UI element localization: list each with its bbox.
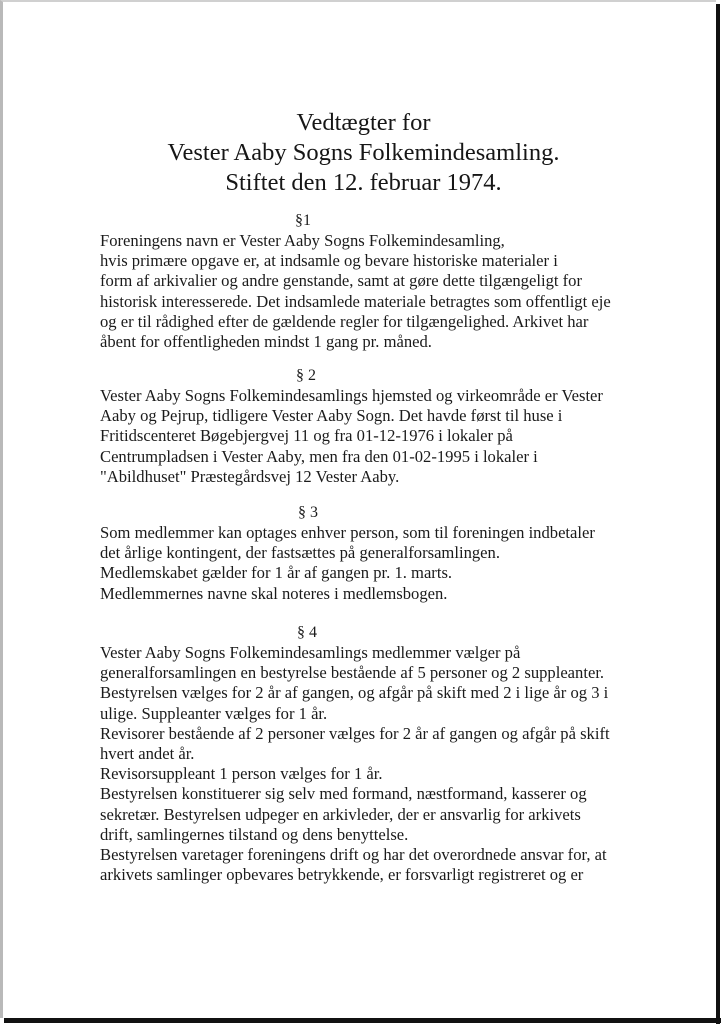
text-line: Bestyrelsen vælges for 2 år af gangen, og afgår på skift med 2 i lige år og 3 i (100, 683, 609, 703)
text-line: Bestyrelsen konstituerer sig selv med formand, næstformand, kasserer og (100, 784, 587, 804)
text-line: Vester Aaby Sogns Folkemindesamlings medlemmer vælger på (100, 643, 521, 662)
text-line: Aaby og Pejrup, tidligere Vester Aaby Sogn. Det havde først til huse i (100, 406, 563, 426)
text-line: sekretær. Bestyrelsen udpeger en arkivleder, der er ansvarlig for arkivets (100, 804, 581, 824)
text-line: drift, samlingernes tilstand og dens benyttelse. (100, 824, 409, 844)
section-2 (100, 366, 690, 487)
text-line: og er til rådighed efter de gældende regler for tilgængelighed. Arkivet har (100, 311, 589, 331)
document-title (3, 108, 721, 198)
section-heading: §1 (295, 212, 311, 229)
text-line: historisk interesserede. Det indsamlede materiale betragtes som offentligt eje (100, 291, 611, 311)
text-line: Fritidscenteret Bøgebjergvej 11 og fra 01-12-1976 i lokaler på (100, 426, 513, 446)
text-line: Centrumpladsen i Vester Aaby, men fra den 01-02-1995 i lokaler i (100, 446, 538, 466)
title-line: Stiftet den 12. februar 1974. (225, 169, 502, 196)
text-line: Vester Aaby Sogns Folkemindesamlings hjemsted og virkeområde er Vester (100, 386, 603, 405)
text-line: Revisorer bestående af 2 personer vælges for 2 år af gangen og afgår på skift (100, 723, 610, 743)
text-line: ulige. Suppleanter vælges for 1 år. (100, 703, 328, 723)
text-line: Bestyrelsen varetager foreningens drift og har det overordnede ansvar for, at (100, 845, 607, 865)
text-line: hvis primære opgave er, at indsamle og bevare historiske materialer i (100, 251, 558, 271)
text-line: "Abildhuset" Præstegårdsvej 12 Vester Aaby. (100, 466, 400, 486)
text-line: åbent for offentligheden mindst 1 gang pr. måned. (100, 332, 432, 352)
section-1 (100, 211, 690, 352)
text-line: Foreningens navn er Vester Aaby Sogns Folkemindesamling, (100, 231, 505, 250)
text-line: generalforsamlingen en bestyrelse bestående af 5 personer og 2 suppleanter. (100, 663, 605, 683)
text-line: Medlemmernes navne skal noteres i medlemsbogen. (100, 583, 448, 603)
section-heading: § 4 (297, 624, 317, 641)
text-line: det årlige kontingent, der fastsættes på generalforsamlingen. (100, 543, 500, 563)
text-line: Som medlemmer kan optages enhver person, som til foreningen indbetaler (100, 523, 595, 542)
section-heading: § 2 (296, 367, 316, 384)
section-4 (100, 623, 690, 885)
title-line: Vester Aaby Sogns Folkemindesamling. (167, 139, 560, 166)
section-heading: § 3 (298, 504, 318, 521)
text-line: Medlemskabet gælder for 1 år af gangen pr. 1. marts. (100, 563, 453, 583)
title-line: Vedtægter for (296, 109, 431, 136)
section-3 (100, 503, 690, 604)
page-shadow-right (716, 4, 720, 1024)
text-line: form af arkivalier og andre genstande, samt at gøre dette tilgængeligt for (100, 271, 582, 291)
text-line: Revisorsuppleant 1 person vælges for 1 år. (100, 764, 383, 784)
page-shadow-bottom (4, 1018, 721, 1023)
text-line: hvert andet år. (100, 744, 195, 764)
text-line: arkivets samlinger opbevares betrykkende, er forsvarligt registreret og er (100, 865, 584, 885)
